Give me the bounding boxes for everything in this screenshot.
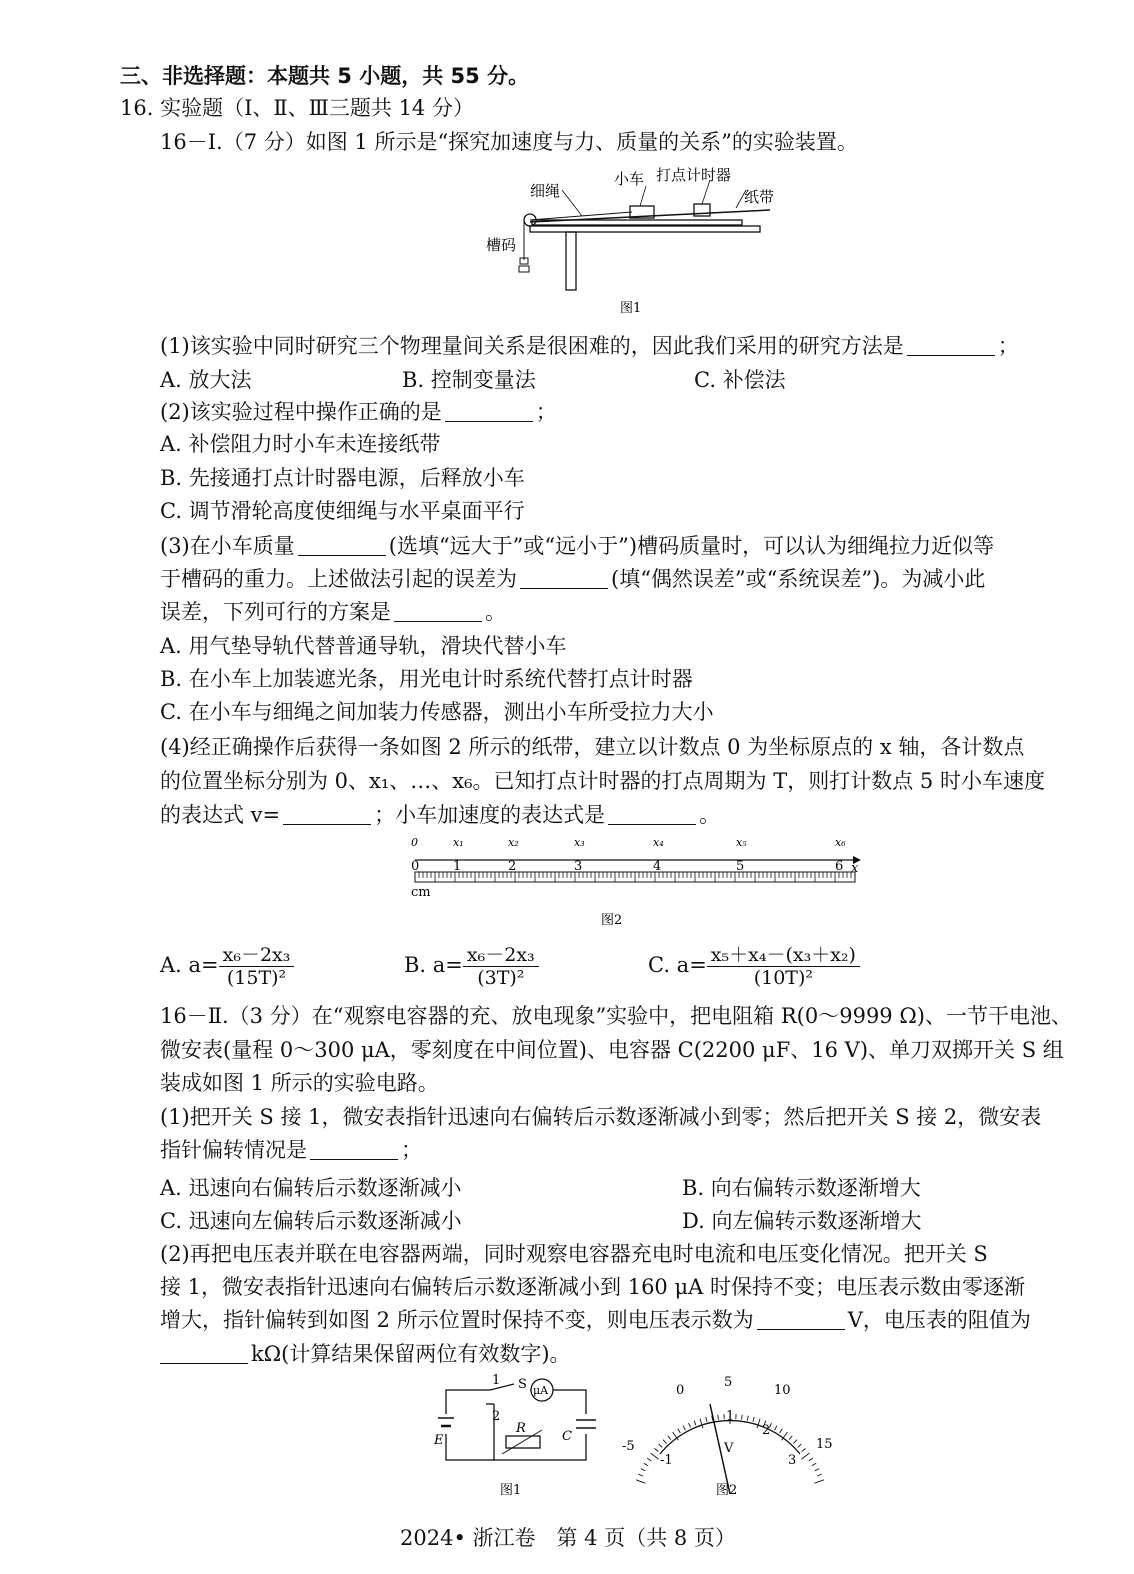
section-header: 三、非选择题：本题共 5 小题，共 55 分。 xyxy=(120,64,530,88)
tape-point-label: 4 xyxy=(653,859,662,874)
q16-2-line2: 微安表(量程 0～300 μA，零刻度在中间位置)、电容器 C(2200 μF、16 V)、单刀双掷开关 S 组 xyxy=(160,1038,1064,1062)
meter-tick xyxy=(757,1419,760,1429)
tape-point-label: 6 xyxy=(835,859,844,874)
p1-option-b: B. 向右偏转示数逐渐增大 xyxy=(682,1176,921,1200)
meter-inner-1: 1 xyxy=(726,1409,735,1424)
meter-tick xyxy=(689,1423,691,1428)
p2-line1: (2)再把电压表并联在电容器两端，同时观察电容器充电时电流和电压变化情况。把开关 S xyxy=(160,1242,988,1266)
meter-tick xyxy=(647,1458,651,1461)
answer-blank xyxy=(298,535,386,556)
label-string: 细绳 xyxy=(530,182,561,200)
meter-tick xyxy=(700,1419,703,1429)
meter-tick xyxy=(644,1463,648,1466)
label-weights: 槽码 xyxy=(486,236,517,254)
q16-1-intro: 16－Ⅰ.（7 分）如图 1 所示是“探究加速度与力、质量的关系”的实验装置。 xyxy=(160,130,858,154)
tape-point-label: 2 xyxy=(508,859,517,874)
meter-inner-neg5: -5 xyxy=(622,1439,635,1454)
formula-option-a: A. a= $\frac{\text{x₆－2x₃}}{\text{(15T)²}}$ xyxy=(160,944,294,989)
meter-tick xyxy=(694,1421,696,1426)
q1-option-c: C. 补偿法 xyxy=(694,368,786,392)
meter-tick xyxy=(655,1448,659,1451)
q4-line1: (4)经正确操作后获得一条如图 2 所示的纸带，建立以计数点 0 为坐标原点的 x 轴，各计数点 xyxy=(160,735,1025,759)
fig2-caption: 图2 xyxy=(601,913,623,928)
q4-line2: 的位置坐标分别为 0、x₁、…、x₆。已知打点计时器的打点周期为 T，则打计数点 5 时小车速度 xyxy=(160,769,1045,793)
p2-line4: kΩ(计算结果保留两位有效数字)。 xyxy=(160,1340,571,1368)
p2-line2: 接 1，微安表指针迅速向右偏转后示数逐渐减小到 160 μA 时保持不变；电压表示数由零逐渐 xyxy=(160,1275,1025,1299)
tape-top-label: x₂ xyxy=(508,836,519,849)
answer-blank xyxy=(283,804,371,825)
q3-line1: (3)在小车质量 (选填“远大于”或“远小于”)槽码质量时，可以认为细绳拉力近似等 xyxy=(160,534,995,558)
p1-line1: (1)把开关 S 接 1，微安表指针迅速向右偏转后示数逐渐减小到零；然后把开关 S 接 2，微安表 xyxy=(160,1105,1042,1129)
p1-option-a: A. 迅速向右偏转后示数逐渐减小 xyxy=(160,1176,462,1200)
q3-option-b: B. 在小车上加装遮光条，用光电计时系统代替打点计时器 xyxy=(160,667,693,691)
meter-tick xyxy=(815,1480,824,1483)
tape-point-label: 3 xyxy=(574,859,583,874)
tape-top-label: 0 xyxy=(411,836,418,849)
answer-blank xyxy=(160,1343,248,1364)
p1-line2: 指针偏转情况是 ； xyxy=(160,1138,422,1162)
tape-top-label: x₃ xyxy=(574,836,585,849)
p1-option-d: D. 向左偏转示数逐渐增大 xyxy=(682,1209,922,1233)
label-timer: 打点计时器 xyxy=(656,166,732,184)
q2-option-b: B. 先接通打点计时器电源，后释放小车 xyxy=(160,466,525,490)
meter-tick xyxy=(668,1436,671,1440)
meter-tick xyxy=(683,1426,685,1430)
meter-inner-neg1: -1 xyxy=(660,1453,673,1468)
capacitor-label: C xyxy=(562,1429,572,1444)
meter-inner-2: 2 xyxy=(762,1423,771,1438)
q16-title: 16. 实验题（Ⅰ、Ⅱ、Ⅲ三题共 14 分） xyxy=(120,96,474,120)
tape-top-label: x₄ xyxy=(653,836,664,849)
meter-tick xyxy=(798,1444,802,1448)
meter-outer-0: 0 xyxy=(676,1383,685,1398)
q3-option-c: C. 在小车与细绳之间加装力传感器，测出小车所受拉力大小 xyxy=(160,700,714,724)
switch-pos-2: 2 xyxy=(492,1409,501,1424)
answer-blank xyxy=(520,568,608,589)
p2-line3: 增大，指针偏转到如图 2 所示位置时保持不变，则电压表示数为 V，电压表的阻值为 xyxy=(160,1308,1031,1332)
answer-blank xyxy=(445,401,533,422)
q16-2-line3: 装成如图 1 所示的实验电路。 xyxy=(160,1071,439,1095)
meter-caption: 图2 xyxy=(716,1483,738,1498)
meter-tick xyxy=(812,1463,816,1466)
formula-option-b: B. a= $\frac{\text{x₆－2x₃}}{\text{(3T)²}}$ xyxy=(404,944,539,989)
meter-tick xyxy=(678,1429,681,1433)
meter-tick xyxy=(780,1429,783,1433)
q3-line2: 于槽码的重力。上述做法引起的误差为 (填“偶然误差”或“系统误差”)。为减小此 xyxy=(160,567,986,591)
meter-tick xyxy=(817,1474,822,1476)
circuit-figure xyxy=(430,1374,610,1504)
meter-tick xyxy=(753,1417,754,1422)
meter-tick xyxy=(794,1440,797,1444)
q1-stem: (1)该实验中同时研究三个物理量间关系是很困难的，因此我们采用的研究方法是 ； xyxy=(160,334,1019,358)
meter-tick xyxy=(659,1444,663,1448)
tape-figure xyxy=(405,834,865,934)
meter-inner-3: 3 xyxy=(788,1453,797,1468)
circuit-caption: 图1 xyxy=(500,1483,522,1498)
answer-blank xyxy=(757,1309,845,1330)
tape-point-label: 5 xyxy=(736,859,745,874)
tape-top-label: x₁ xyxy=(453,836,464,849)
meter-tick xyxy=(641,1469,645,1471)
q3-line3: 误差，下列可行的方案是 。 xyxy=(160,600,506,624)
tape-top-label: x₆ xyxy=(835,836,846,849)
label-tape: 纸带 xyxy=(744,188,775,206)
meter-outer-15: 15 xyxy=(816,1437,833,1452)
meter-tick xyxy=(718,1415,719,1420)
axis-x-label: x xyxy=(851,861,859,876)
meter-tick xyxy=(742,1415,743,1420)
q2-option-c: C. 调节滑轮高度使细绳与水平桌面平行 xyxy=(160,499,525,523)
tape-top-label: x₅ xyxy=(736,836,747,849)
meter-tick xyxy=(636,1480,645,1483)
meter-tick xyxy=(815,1469,819,1471)
q2-option-a: A. 补偿阻力时小车未连接纸带 xyxy=(160,432,441,456)
q2-stem: (2)该实验过程中操作正确的是 ； xyxy=(160,400,557,424)
meter-tick xyxy=(706,1417,707,1422)
tape-point-label: 0 xyxy=(411,859,420,874)
meter-tick xyxy=(663,1440,666,1444)
meter-unit: V xyxy=(724,1441,734,1456)
resistor-label: R xyxy=(516,1421,526,1436)
label-cart: 小车 xyxy=(614,170,645,188)
switch-label: S xyxy=(518,1377,527,1392)
formula-option-c: C. a= $\frac{\text{x₅＋x₄－(x₃＋x₂)}}{\text{(10T)²}}$ xyxy=(648,944,860,989)
meter-tick xyxy=(651,1453,659,1459)
answer-blank xyxy=(310,1139,398,1160)
switch-pos-1: 1 xyxy=(492,1374,501,1388)
answer-blank xyxy=(394,601,482,622)
voltmeter-figure xyxy=(620,1374,840,1504)
answer-blank xyxy=(608,804,696,825)
q1-option-a: A. 放大法 xyxy=(160,368,252,392)
battery-label: E xyxy=(434,1433,444,1448)
meter-tick xyxy=(789,1436,792,1440)
meter-tick xyxy=(775,1426,777,1430)
apparatus-figure xyxy=(470,160,790,320)
meter-tick xyxy=(809,1458,813,1461)
meter-tick xyxy=(638,1474,643,1476)
microammeter-label: μA xyxy=(533,1384,549,1397)
q16-2-line1: 16－Ⅱ.（3 分）在“观察电容器的充、放电现象”实验中，把电阻箱 R(0～9999 Ω)、一节干电池、 xyxy=(160,1004,1072,1028)
answer-blank xyxy=(907,335,995,356)
meter-tick xyxy=(801,1453,809,1459)
page-footer: 2024• 浙江卷 第 4 页（共 8 页） xyxy=(400,1526,736,1550)
unit-label: cm xyxy=(411,885,431,900)
p1-option-c: C. 迅速向左偏转后示数逐渐减小 xyxy=(160,1209,462,1233)
meter-outer-5: 5 xyxy=(724,1375,733,1390)
meter-tick xyxy=(802,1448,806,1451)
q4-line3: 的表达式 v= ；小车加速度的表达式是 。 xyxy=(160,803,721,827)
q3-option-a: A. 用气垫导轨代替普通导轨，滑块代替小车 xyxy=(160,634,567,658)
q1-option-b: B. 控制变量法 xyxy=(402,368,536,392)
meter-outer-10: 10 xyxy=(774,1383,791,1398)
tape-point-label: 1 xyxy=(453,859,462,874)
fig1-caption: 图1 xyxy=(620,301,642,316)
meter-tick xyxy=(747,1416,748,1421)
